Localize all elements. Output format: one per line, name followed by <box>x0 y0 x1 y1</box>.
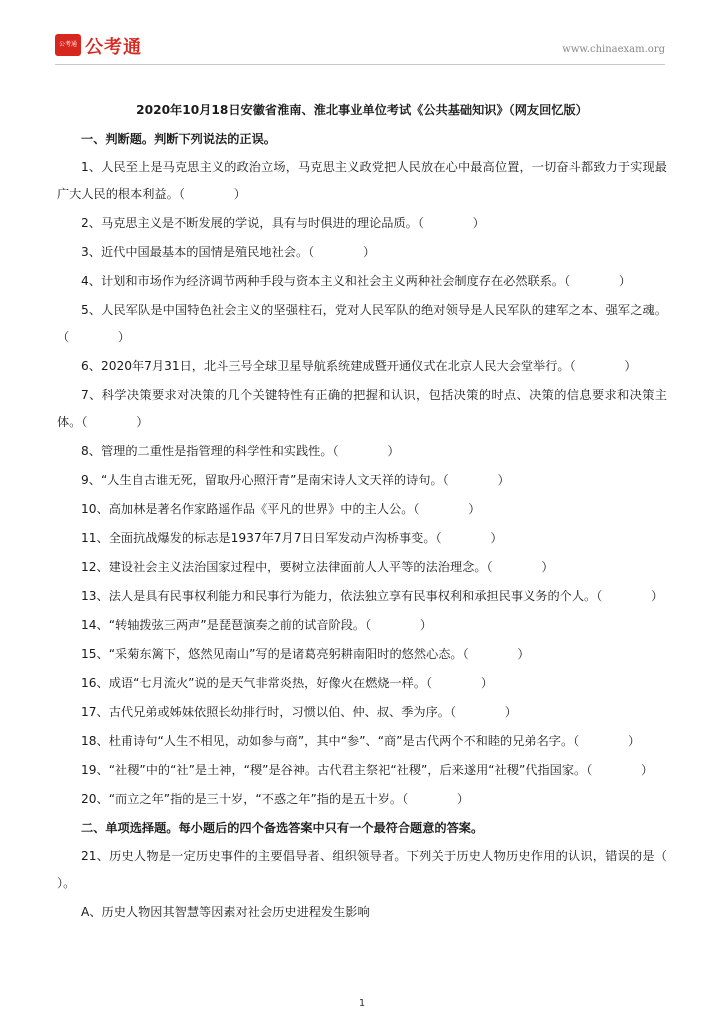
question-14: 14、“转轴拨弦三两声”是琵琶演奏之前的试音阶段。（ ） <box>81 618 433 632</box>
question-21-option-a: A、历史人物因其智慧等因素对社会历史进程发生影响 <box>81 905 370 919</box>
question-7: 7、科学决策要求对决策的几个关键特性有正确的把握和认识，包括决策的时点、决策的信息要求和决策主体。（ ） <box>57 388 667 429</box>
question-4: 4、计划和市场作为经济调节两种手段与资本主义和社会主义两种社会制度存在必然联系。（ ） <box>81 274 632 288</box>
question-12: 12、建设社会主义法治国家过程中，要树立法律面前人人平等的法治理念。（ ） <box>81 560 554 574</box>
question-9: 9、“人生自古谁无死，留取丹心照汗青”是南宋诗人文天祥的诗句。（ ） <box>81 473 510 487</box>
question-1: 1、人民至上是马克思主义的政治立场，马克思主义政党把人民放在心中最高位置，一切奋斗都致力于实现最广大人民的根本利益。（ ） <box>57 160 667 201</box>
header-divider <box>55 64 665 65</box>
question-6: 6、2020年7月31日，北斗三号全球卫星导航系统建成暨开通仪式在北京人民大会堂举行。（ ） <box>81 359 637 373</box>
site-url[interactable]: www.chinaexam.org <box>562 44 665 55</box>
brand-logo: 公考通 <box>55 34 81 56</box>
document-body <box>57 100 716 928</box>
brand-name: 公考通 <box>85 37 142 58</box>
section-heading-true-false: 一、判断题。判断下列说法的正误。 <box>81 132 276 146</box>
question-10: 10、高加林是著名作家路遥作品《平凡的世界》中的主人公。（ ） <box>81 502 481 516</box>
section-heading-single-choice: 二、单项选择题。每小题后的四个备选答案中只有一个最符合题意的答案。 <box>81 821 484 835</box>
question-8: 8、管理的二重性是指管理的科学性和实践性。（ ） <box>81 444 400 458</box>
question-19: 19、“社稷”中的“社”是土神，“稷”是谷神。古代君主祭祀“社稷”，后来遂用“社稷”代指国家。（ ） <box>81 763 654 777</box>
question-16: 16、成语“七月流火”说的是天气非常炎热，好像火在燃烧一样。（ ） <box>81 676 494 690</box>
question-17: 17、古代兄弟或姊妹依照长幼排行时，习惯以伯、仲、叔、季为序。（ ） <box>81 705 517 719</box>
document-title: 2020年10月18日安徽省淮南、淮北事业单位考试《公共基础知识》（网友回忆版） <box>136 103 588 117</box>
question-18: 18、杜甫诗句“人生不相见，动如参与商”，其中“参”、“商”是古代两个不和睦的兄弟名字。（ ） <box>81 734 641 748</box>
question-20: 20、“而立之年”指的是三十岁，“不惑之年”指的是五十岁。（ ） <box>81 792 470 806</box>
question-13: 13、法人是具有民事权利能力和民事行为能力，依法独立享有民事权利和承担民事义务的个人。（ ） <box>81 589 664 603</box>
question-3: 3、近代中国最基本的国情是殖民地社会。（ ） <box>81 245 376 259</box>
question-2: 2、马克思主义是不断发展的学说，具有与时俱进的理论品质。（ ） <box>81 216 485 230</box>
page-header <box>55 34 665 64</box>
question-15: 15、“采菊东篱下，悠然见南山”写的是诸葛亮躬耕南阳时的悠然心态。（ ） <box>81 647 530 661</box>
question-5: 5、人民军队是中国特色社会主义的坚强柱石，党对人民军队的绝对领导是人民军队的建军之本、强军之魂。（ ） <box>57 303 667 344</box>
question-11: 11、全面抗战爆发的标志是1937年7月7日日军发动卢沟桥事变。（ ） <box>81 531 503 545</box>
question-21: 21、历史人物是一定历史事件的主要倡导者、组织领导者。下列关于历史人物历史作用的认识，错误的是（ ）。 <box>57 849 716 890</box>
page-number: 1 <box>358 998 366 1009</box>
